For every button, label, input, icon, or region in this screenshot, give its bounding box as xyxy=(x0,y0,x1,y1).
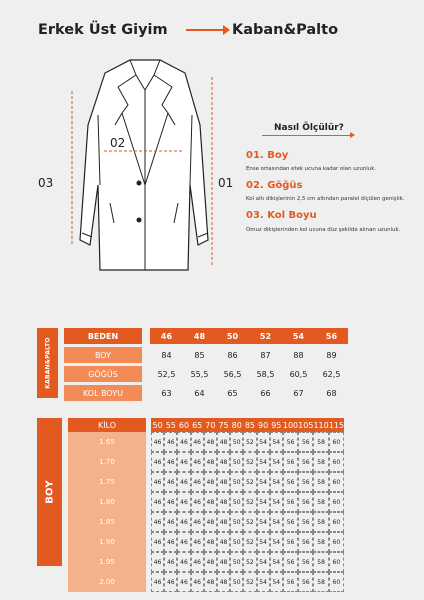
size-value-cell: 48 xyxy=(217,532,230,552)
size-value-cell: 48 xyxy=(204,572,217,592)
height-row-label: 1.80 xyxy=(68,492,146,512)
size-table-row xyxy=(64,366,348,382)
size-value-cell: 60 xyxy=(329,492,344,512)
size-value-cell: 46 xyxy=(177,552,190,572)
size-value-cell: 54 xyxy=(257,532,270,552)
size-value-cell: 54 xyxy=(270,572,283,592)
size-value-cell: 56 xyxy=(283,492,298,512)
size-value-cell: 56 xyxy=(298,492,313,512)
size-value-cell: 56 xyxy=(283,472,298,492)
kilo-table-row xyxy=(68,492,344,512)
size-value-cell: 62,5 xyxy=(315,366,348,382)
size-value-cell: 54 xyxy=(270,492,283,512)
size-value-cell: 46 xyxy=(177,432,190,452)
size-value-cell: 58 xyxy=(313,472,328,492)
kilo-table-side-text: BOY xyxy=(44,480,55,504)
arrow-right-icon xyxy=(186,29,226,31)
size-value-cell: 56 xyxy=(283,552,298,572)
size-value-cell: 46 xyxy=(191,432,204,452)
size-value-cell: 54 xyxy=(270,532,283,552)
section-title-boy: 01. Boy xyxy=(246,150,289,161)
size-value-cell: 58 xyxy=(313,532,328,552)
size-value-cell: 46 xyxy=(151,492,164,512)
size-value-cell: 56 xyxy=(298,572,313,592)
size-value-cell: 48 xyxy=(204,492,217,512)
size-value-cell: 58 xyxy=(313,452,328,472)
size-value-cell: 58 xyxy=(313,432,328,452)
size-value-cell: 68 xyxy=(315,385,348,401)
weight-header-cell: 55 xyxy=(164,418,177,432)
size-value-cell: 60 xyxy=(329,452,344,472)
size-value-cell: 46 xyxy=(177,572,190,592)
size-value-cell: 46 xyxy=(164,432,177,452)
size-value-cell: 48 xyxy=(217,432,230,452)
size-value-cell: 54 xyxy=(270,552,283,572)
size-value-cell: 56 xyxy=(298,532,313,552)
size-value-cell: 46 xyxy=(164,512,177,532)
weight-header-cell: 65 xyxy=(191,418,204,432)
size-value-cell: 56 xyxy=(283,572,298,592)
size-value-cell: 46 xyxy=(151,552,164,572)
height-row-label: 1.75 xyxy=(68,472,146,492)
column-gap xyxy=(142,366,150,382)
size-value-cell: 60 xyxy=(329,432,344,452)
height-row-label: 1.95 xyxy=(68,552,146,572)
section-desc-boy: Ense ortasından etek ucuna kadar olan uzunluk. xyxy=(246,166,377,172)
kilo-header-label: KİLO xyxy=(68,418,146,432)
size-value-cell: 56,5 xyxy=(216,366,249,382)
size-header-cell: 52 xyxy=(249,328,282,344)
kilo-table-row xyxy=(68,452,344,472)
size-value-cell: 46 xyxy=(164,452,177,472)
size-value-cell: 58 xyxy=(313,492,328,512)
size-value-cell: 52 xyxy=(243,452,256,472)
size-value-cell: 54 xyxy=(257,452,270,472)
size-value-cell: 56 xyxy=(283,452,298,472)
size-value-cell: 56 xyxy=(298,432,313,452)
kilo-table-row xyxy=(68,532,344,552)
size-value-cell: 46 xyxy=(191,452,204,472)
size-value-cell: 56 xyxy=(283,432,298,452)
size-value-cell: 48 xyxy=(204,512,217,532)
weight-header-cell: 75 xyxy=(217,418,230,432)
size-value-cell: 46 xyxy=(164,572,177,592)
size-value-cell: 50 xyxy=(230,452,243,472)
size-value-cell: 64 xyxy=(183,385,216,401)
size-value-cell: 54 xyxy=(270,432,283,452)
size-value-cell: 50 xyxy=(230,492,243,512)
size-value-cell: 50 xyxy=(230,532,243,552)
size-value-cell: 46 xyxy=(164,472,177,492)
size-value-cell: 58 xyxy=(313,552,328,572)
weight-header-cell: 70 xyxy=(204,418,217,432)
kilo-table-row xyxy=(68,472,344,492)
size-value-cell: 55,5 xyxy=(183,366,216,382)
size-value-cell: 48 xyxy=(217,552,230,572)
size-value-cell: 48 xyxy=(217,492,230,512)
kilo-table-row xyxy=(68,432,344,452)
size-value-cell: 46 xyxy=(151,532,164,552)
weight-header-cell: 105 xyxy=(298,418,313,432)
size-value-cell: 85 xyxy=(183,347,216,363)
size-header-cell: 46 xyxy=(150,328,183,344)
size-row-label: BOY xyxy=(64,347,142,363)
size-table-side-text: KABAN&PALTO xyxy=(44,337,51,389)
size-value-cell: 46 xyxy=(177,452,190,472)
size-value-cell: 48 xyxy=(204,472,217,492)
column-gap xyxy=(142,328,150,344)
size-value-cell: 54 xyxy=(257,512,270,532)
size-value-cell: 54 xyxy=(270,472,283,492)
size-value-cell: 46 xyxy=(177,492,190,512)
size-value-cell: 60 xyxy=(329,532,344,552)
size-value-cell: 54 xyxy=(257,432,270,452)
size-value-cell: 46 xyxy=(151,432,164,452)
height-row-label: 1.65 xyxy=(68,432,146,452)
kilo-table-row xyxy=(68,512,344,532)
size-value-cell: 50 xyxy=(230,472,243,492)
size-value-cell: 46 xyxy=(151,512,164,532)
size-value-cell: 46 xyxy=(191,532,204,552)
size-table-side-label xyxy=(37,328,58,398)
size-value-cell: 48 xyxy=(204,452,217,472)
size-value-cell: 46 xyxy=(164,552,177,572)
size-value-cell: 50 xyxy=(230,552,243,572)
size-value-cell: 88 xyxy=(282,347,315,363)
size-value-cell: 46 xyxy=(151,572,164,592)
size-header-cell: 54 xyxy=(282,328,315,344)
size-value-cell: 54 xyxy=(270,452,283,472)
weight-header-cell: 90 xyxy=(257,418,270,432)
size-value-cell: 54 xyxy=(257,492,270,512)
size-value-cell: 56 xyxy=(283,532,298,552)
size-table-row xyxy=(64,385,348,401)
size-value-cell: 46 xyxy=(191,552,204,572)
size-value-cell: 46 xyxy=(177,472,190,492)
size-value-cell: 52 xyxy=(243,492,256,512)
weight-header-cell: 50 xyxy=(151,418,164,432)
weight-header-cell: 100 xyxy=(283,418,298,432)
size-value-cell: 48 xyxy=(217,452,230,472)
height-row-label: 1.85 xyxy=(68,512,146,532)
kilo-table xyxy=(68,418,344,592)
kilo-table-header-row xyxy=(68,418,344,432)
kilo-table-row xyxy=(68,552,344,572)
kilo-table-row xyxy=(68,572,344,592)
how-to-measure-title: Nasıl Ölçülür? xyxy=(274,123,344,133)
size-value-cell: 58 xyxy=(313,512,328,532)
height-row-label: 1.70 xyxy=(68,452,146,472)
size-value-cell: 48 xyxy=(204,552,217,572)
size-value-cell: 46 xyxy=(164,532,177,552)
weight-header-cell: 80 xyxy=(230,418,243,432)
size-value-cell: 86 xyxy=(216,347,249,363)
size-value-cell: 63 xyxy=(150,385,183,401)
size-value-cell: 54 xyxy=(257,552,270,572)
section-desc-kol-boyu: Omuz dikişlerinden kol ucuna düz şekilde alınan uzunluk. xyxy=(246,227,401,233)
height-row-label: 2.00 xyxy=(68,572,146,592)
size-table-row xyxy=(64,347,348,363)
weight-header-cell: 115 xyxy=(329,418,344,432)
size-value-cell: 67 xyxy=(282,385,315,401)
size-value-cell: 52 xyxy=(243,552,256,572)
section-title-gogus: 02. Göğüs xyxy=(246,180,303,191)
size-value-cell: 54 xyxy=(270,512,283,532)
size-value-cell: 66 xyxy=(249,385,282,401)
size-value-cell: 56 xyxy=(283,512,298,532)
coat-illustration xyxy=(60,55,230,283)
size-value-cell: 56 xyxy=(298,452,313,472)
size-value-cell: 52 xyxy=(243,532,256,552)
size-header-cell: 50 xyxy=(216,328,249,344)
size-value-cell: 65 xyxy=(216,385,249,401)
size-value-cell: 58,5 xyxy=(249,366,282,382)
weight-header-cell: 60 xyxy=(177,418,190,432)
weight-header-cell: 95 xyxy=(270,418,283,432)
size-value-cell: 60 xyxy=(329,512,344,532)
size-value-cell: 50 xyxy=(230,432,243,452)
size-value-cell: 54 xyxy=(257,572,270,592)
size-value-cell: 87 xyxy=(249,347,282,363)
size-value-cell: 56 xyxy=(298,512,313,532)
measure-label-01: 01 xyxy=(218,176,234,190)
measure-label-02: 02 xyxy=(110,136,126,150)
size-value-cell: 48 xyxy=(217,512,230,532)
size-value-cell: 60 xyxy=(329,472,344,492)
size-value-cell: 48 xyxy=(217,472,230,492)
size-value-cell: 46 xyxy=(191,472,204,492)
size-value-cell: 46 xyxy=(191,572,204,592)
column-gap xyxy=(142,347,150,363)
size-value-cell: 50 xyxy=(230,572,243,592)
size-value-cell: 52 xyxy=(243,512,256,532)
size-value-cell: 46 xyxy=(191,492,204,512)
size-value-cell: 60 xyxy=(329,572,344,592)
height-row-label: 1.90 xyxy=(68,532,146,552)
section-desc-gogus: Kol altı dikişlerinin 2,5 cm altından paralel ölçülen genişlik. xyxy=(246,196,405,202)
size-value-cell: 54 xyxy=(257,472,270,492)
size-value-cell: 56 xyxy=(298,472,313,492)
weight-header-cell: 110 xyxy=(313,418,328,432)
size-value-cell: 46 xyxy=(164,492,177,512)
header-title-right: Kaban&Palto xyxy=(232,22,339,38)
header-title-left: Erkek Üst Giyim xyxy=(38,22,168,38)
size-value-cell: 46 xyxy=(151,452,164,472)
size-value-cell: 52 xyxy=(243,432,256,452)
size-value-cell: 89 xyxy=(315,347,348,363)
measure-label-03: 03 xyxy=(38,176,54,190)
size-header-label: BEDEN xyxy=(64,328,142,344)
size-value-cell: 46 xyxy=(151,472,164,492)
size-table-header-row xyxy=(64,328,348,344)
kilo-table-side-label xyxy=(37,418,62,566)
size-row-label: KOL BOYU xyxy=(64,385,142,401)
size-table xyxy=(64,328,348,401)
section-title-kol-boyu: 03. Kol Boyu xyxy=(246,210,317,221)
size-value-cell: 46 xyxy=(191,512,204,532)
size-value-cell: 46 xyxy=(177,532,190,552)
size-value-cell: 84 xyxy=(150,347,183,363)
size-value-cell: 60 xyxy=(329,552,344,572)
size-value-cell: 46 xyxy=(177,512,190,532)
size-value-cell: 48 xyxy=(204,432,217,452)
size-value-cell: 48 xyxy=(217,572,230,592)
weight-header-cell: 85 xyxy=(243,418,256,432)
size-header-cell: 48 xyxy=(183,328,216,344)
size-value-cell: 58 xyxy=(313,572,328,592)
size-value-cell: 48 xyxy=(204,532,217,552)
size-value-cell: 60,5 xyxy=(282,366,315,382)
size-value-cell: 52,5 xyxy=(150,366,183,382)
how-title-underline xyxy=(262,135,352,136)
column-gap xyxy=(142,385,150,401)
size-header-cell: 56 xyxy=(315,328,348,344)
size-row-label: GÖĞÜS xyxy=(64,366,142,382)
size-value-cell: 52 xyxy=(243,572,256,592)
size-value-cell: 50 xyxy=(230,512,243,532)
size-value-cell: 52 xyxy=(243,472,256,492)
size-value-cell: 56 xyxy=(298,552,313,572)
